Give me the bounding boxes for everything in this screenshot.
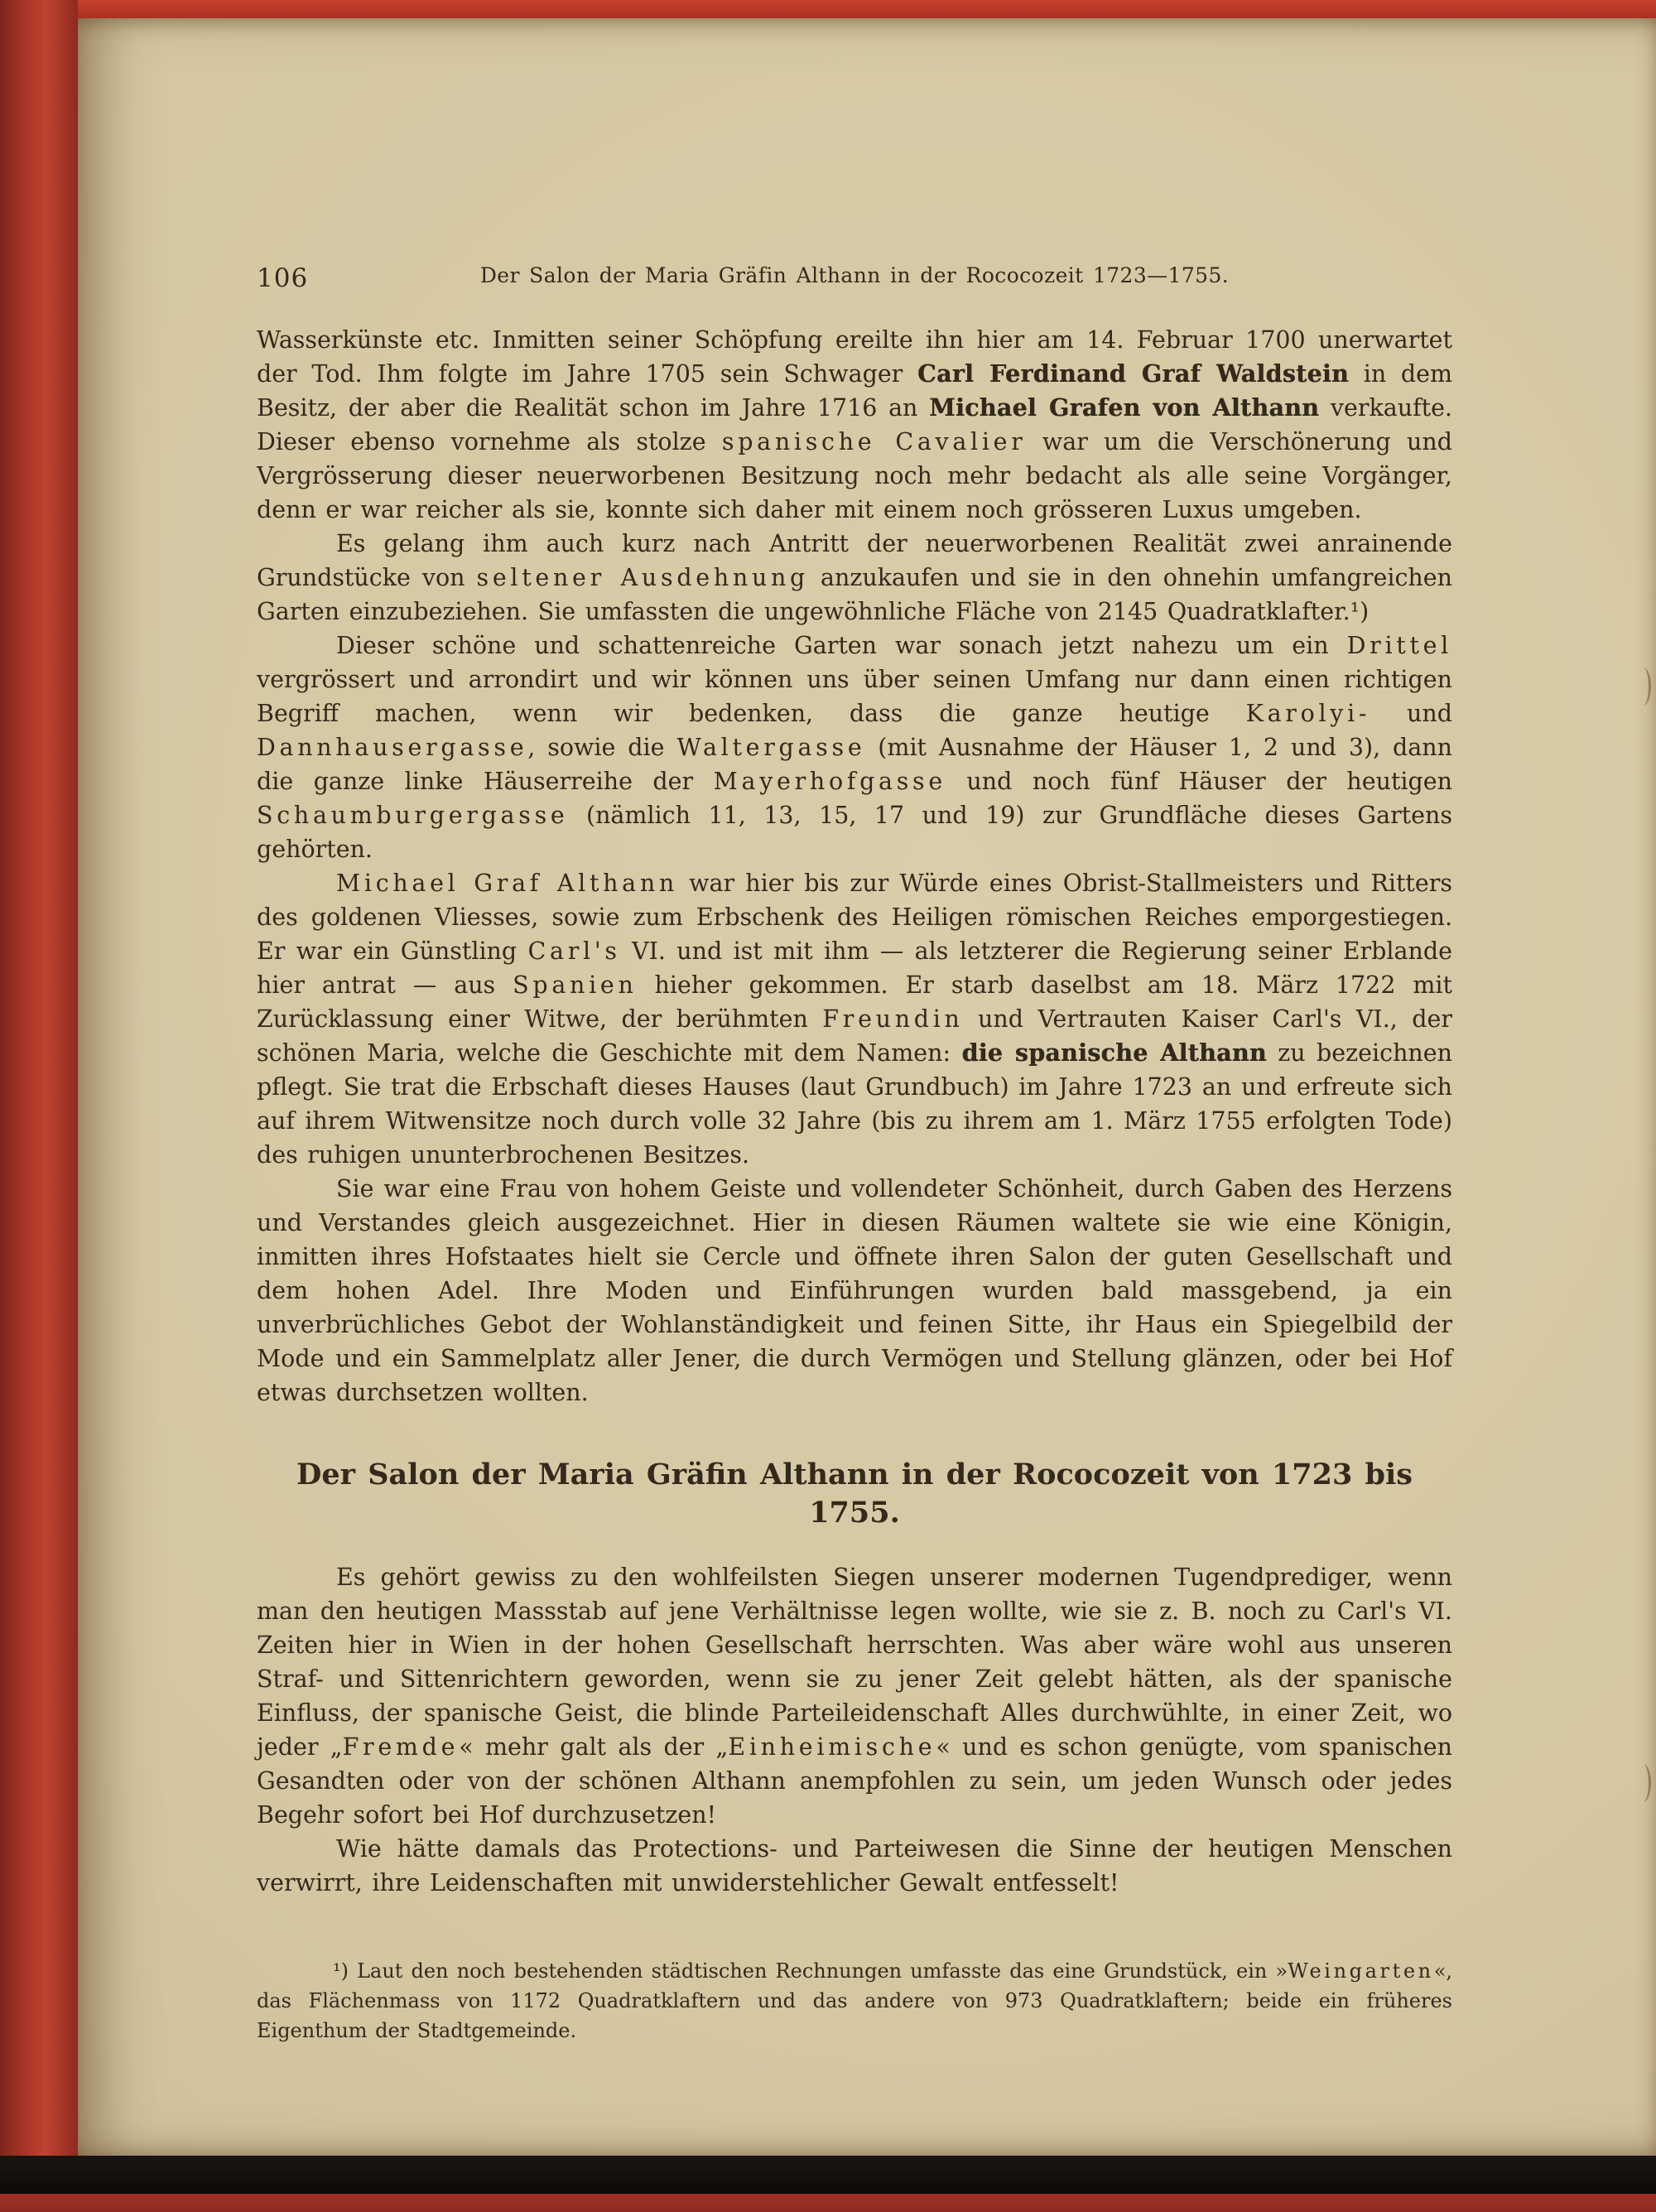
cover-band-bottom-red: [0, 2194, 1656, 2212]
cover-band-bottom-black: [0, 2156, 1656, 2194]
text-run: VI. und ist mit ihm — als letzterer die Regierung seiner Erblande hier antrat — aus: [257, 937, 1452, 999]
emphasized-text: Mayerhofgasse: [713, 768, 946, 795]
text-run: Es gehört gewiss zu den wohlfeilsten Siegen unserer modernen Tugendprediger, wenn man den heutigen Massstab auf jene Verhältnisse legen wollte, wie sie z. B. noch zu Carl's VI. Zeiten hier in Wien in der hohen Gesellschaft herrschten. Was aber wäre wohl aus unseren Straf- und Sittenrichtern geworden, wenn sie zu jener Zeit gelebt hätten, als der spanische Einfluss, der spanische Geist, die blinde Parteileidenschaft Alles durchwühlte, in einer Zeit, wo jeder „: [257, 1564, 1452, 1761]
text-run: vergrössert und arrondirt und wir können uns über seinen Umfang nur dann einen richtigen Begriff machen, wenn wir bedenken, dass die ganze heutige: [257, 666, 1452, 727]
footnote: [257, 1956, 1452, 2046]
body-paragraphs-lower: [257, 1560, 1452, 1900]
text-run: Dieser schöne und schattenreiche Garten war sonach jetzt nahezu um ein: [336, 632, 1347, 659]
emphasized-text: Michael Graf Althann: [336, 870, 678, 897]
paragraph: [257, 1560, 1452, 1832]
cover-spine: [0, 0, 78, 2212]
text-run: und Vertrauten Kaiser Carl's VI., der schönen Maria, welche die Geschichte mit dem Namen:: [257, 1005, 1452, 1067]
text-run: war um die Verschönerung und Vergrösserung dieser neuerworbenen Besitzung noch mehr bedacht als alle seine Vorgänger, denn er war reicher als sie, konnte sich daher mit einem noch grösseren Luxus umgeben.: [257, 428, 1452, 523]
paragraph: [257, 629, 1452, 866]
page-number: 106: [257, 263, 309, 293]
footnote-text: [257, 1959, 1452, 2042]
emphasized-text: Fremde: [342, 1733, 460, 1761]
emphasized-text: Spanien: [513, 971, 638, 999]
emphasized-text: Schaumburgergasse: [257, 802, 569, 829]
paragraph: [257, 1832, 1452, 1900]
emphasized-text: Carl's: [527, 937, 621, 965]
emphasized-text: seltener Ausdehnung: [476, 564, 810, 591]
emphasized-text: Weingarten: [1288, 1959, 1434, 1983]
text-run: Wasserkünste etc. Inmitten seiner Schöpfung ereilte ihn hier am 14. Februar 1700 unerwartet der Tod. Ihm folgte im Jahre 1705 sein Schwager: [257, 326, 1452, 388]
page-header: [257, 263, 1452, 300]
text-run: und noch fünf Häuser der heutigen: [946, 768, 1453, 795]
page-edge-mark: [1635, 667, 1651, 706]
emphasized-text: Karolyi-: [1245, 700, 1371, 727]
page-edge-mark: [1635, 1764, 1651, 1802]
text-run: war hier bis zur Würde eines Obrist-Stallmeisters und Ritters des goldenen Vliesses, sowie zum Erbschenk des Heiligen römischen Reiches emporgestiegen. Er war ein Günstling: [257, 870, 1452, 965]
text-run: anzukaufen und sie in den ohnehin umfangreichen Garten einzubeziehen. Sie umfassten die ungewöhnliche Fläche von 2145 Quadratklafter.¹): [257, 564, 1452, 625]
book-page: [78, 18, 1656, 2156]
text-run: (nämlich 11, 13, 15, 17 und 19) zur Grundfläche dieses Gartens gehörten.: [257, 802, 1452, 863]
emphasized-text: spanische Cavalier: [721, 428, 1027, 455]
running-header: Der Salon der Maria Gräfin Althann in der Rococozeit 1723—1755.: [479, 263, 1230, 287]
emphasized-text: Einheimische: [728, 1733, 936, 1761]
emphasized-text: Freundin: [822, 1005, 964, 1033]
text-run: Sie war eine Frau von hohem Geiste und vollendeter Schönheit, durch Gaben des Herzens und Verstandes gleich ausgezeichnet. Hier in diesen Räumen waltete sie wie eine Königin, inmitten ihres Hofstaates hielt sie Cercle und öffnete ihren Salon der guten Gesellschaft und dem hohen Adel. Ihre Moden und Einführungen wurden bald massgebend, ja ein unverbrüchliches Gebot der Wohlanständigkeit und feinen Sitte, ihr Haus ein Spiegelbild der Mode und ein Sammelplatz aller Jener, die durch Vermögen und Stellung glänzen, oder bei Hof etwas durchsetzen wollten.: [257, 1175, 1452, 1406]
paragraph: [257, 323, 1452, 527]
cover-band-top: [0, 0, 1656, 18]
text-run: Es gelang ihm auch kurz nach Antritt der neuerworbenen Realität zwei anrainende Grundstücke von: [257, 530, 1452, 591]
text-run: «, das Flächenmass von 1172 Quadratklaftern und das andere von 973 Quadratklaftern; beide ein früheres Eigenthum der Stadtgemeinde.: [257, 1959, 1452, 2042]
text-run: , sowie die: [527, 734, 677, 761]
text-run: hieher gekommen. Er starb daselbst am 18. März 1722 mit Zurücklassung einer Witwe, der berühmten: [257, 971, 1453, 1033]
text-run: Wie hätte damals das Protections- und Parteiwesen die Sinne der heutigen Menschen verwirrt, ihre Leidenschaften mit unwiderstehlicher Gewalt entfesselt!: [257, 1835, 1452, 1896]
text-run: ¹) Laut den noch bestehenden städtischen Rechnungen umfasste das eine Grundstück, ein »: [333, 1959, 1288, 1983]
body-paragraphs-upper: [257, 323, 1452, 1410]
paragraph: [257, 1172, 1452, 1410]
blackletter-name: die spanische Althann: [961, 1039, 1267, 1067]
text-run: verkaufte. Dieser ebenso vornehme als stolze: [257, 394, 1452, 455]
emphasized-text: Waltergasse: [676, 734, 866, 761]
page-content: [78, 18, 1656, 2156]
emphasized-text: Dannhausergasse: [257, 734, 528, 761]
emphasized-text: Drittel: [1346, 632, 1452, 659]
text-run: « mehr galt als der „: [459, 1733, 729, 1761]
text-run: zu bezeichnen pflegt. Sie trat die Erbschaft dieses Hauses (laut Grundbuch) im Jahre 1723 an und erfreute sich auf ihrem Witwensitze noch durch volle 32 Jahre (bis zu ihrem am 1. März 1755 erfolgten Tode) des ruhigen ununterbrochenen Besitzes.: [257, 1039, 1452, 1169]
text-run: (mit Ausnahme der Häuser 1, 2 und 3), dann die ganze linke Häuserreihe der: [257, 734, 1452, 795]
section-heading: Der Salon der Maria Gräfin Althann in der Rococozeit von 1723 bis 1755.: [296, 1458, 1413, 1530]
paragraph: [257, 866, 1452, 1172]
text-run: in dem Besitz, der aber die Realität schon im Jahre 1716 an: [257, 360, 1452, 422]
text-block: [257, 323, 1452, 2046]
blackletter-name: Carl Ferdinand Graf Waldstein: [917, 359, 1350, 388]
text-run: « und es schon genügte, vom spanischen Gesandten oder von der schönen Althann anempfohlen zu sein, um jeden Wunsch oder jedes Begehr sofort bei Hof durchzusetzen!: [257, 1733, 1453, 1829]
blackletter-name: Michael Grafen von Althann: [929, 393, 1320, 422]
text-run: und: [1370, 700, 1453, 727]
paragraph: [257, 527, 1452, 629]
